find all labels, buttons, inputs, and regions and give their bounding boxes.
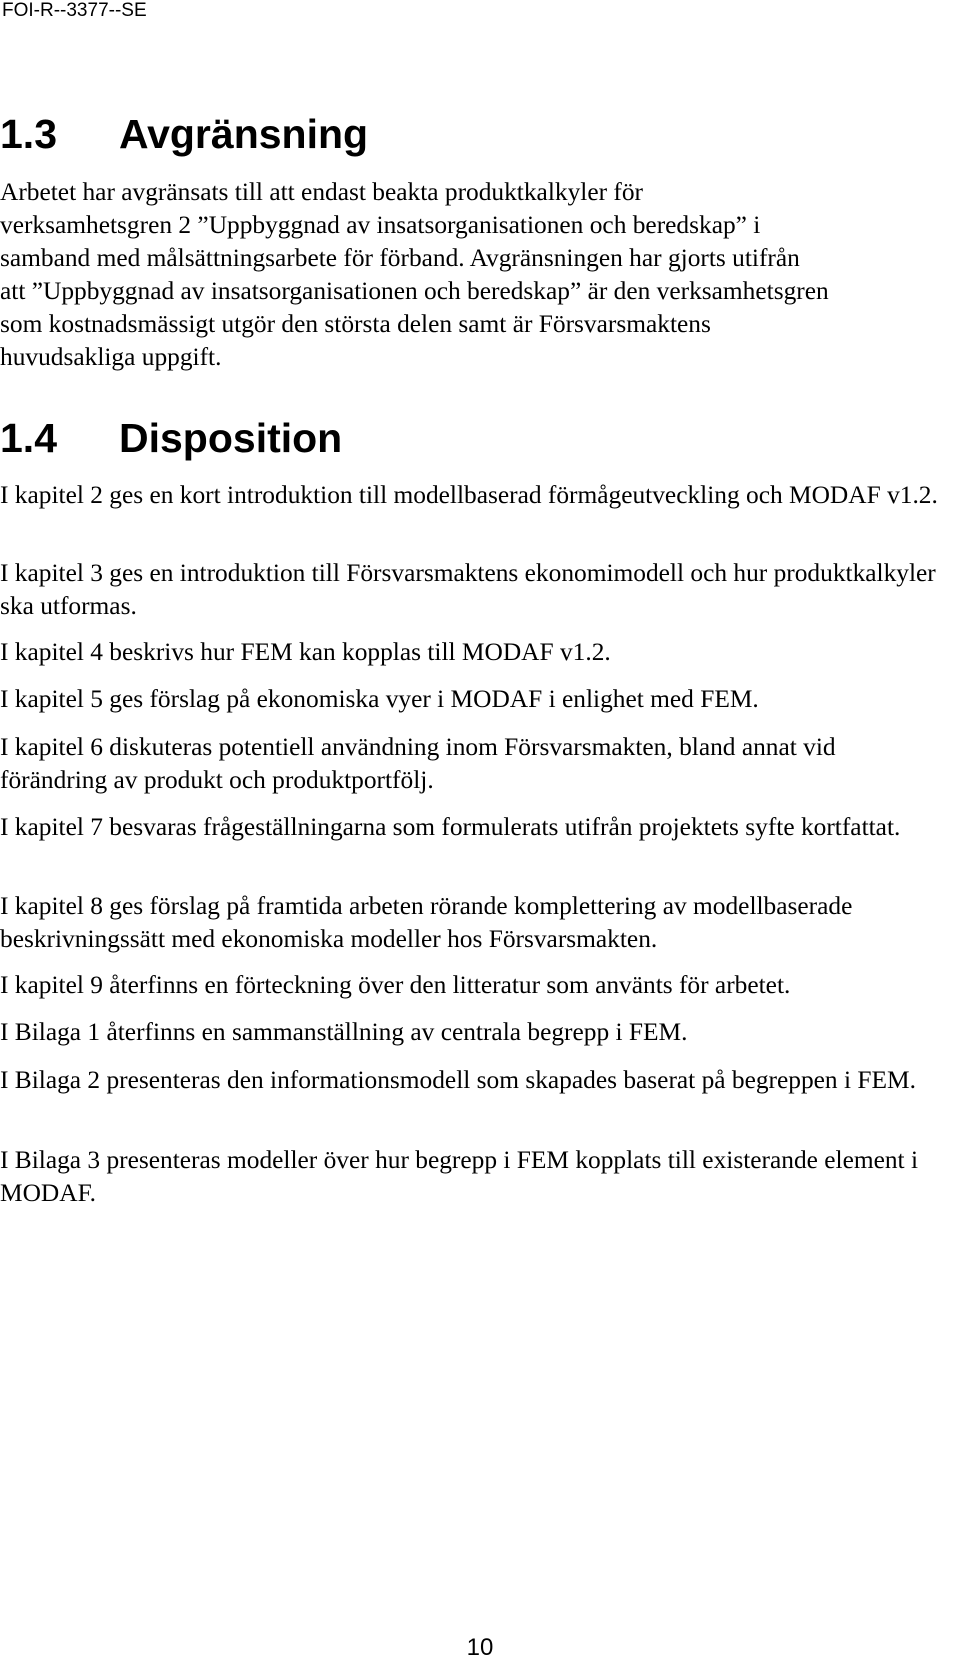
- section-number: 1.4: [0, 415, 57, 461]
- disposition-paragraph-chapter-8: I kapitel 8 ges förslag på framtida arbeten rörande komplettering av modellbaserade beskrivningssätt med ekonomiska modeller hos Försvarsmakten.: [0, 892, 853, 953]
- section-heading-avgransning: [0, 110, 368, 158]
- disposition-paragraph-chapter-3: I kapitel 3 ges en introduktion till Försvarsmaktens ekonomimodell och hur produktkalkyler ska utformas.: [0, 559, 936, 620]
- disposition-paragraph-appendix-1: I Bilaga 1 återfinns en sammanställning av centrala begrepp i FEM.: [0, 1018, 688, 1046]
- paragraph-line: verksamhetsgren 2 ”Uppbyggnad av insatsorganisationen och beredskap” i: [0, 211, 761, 239]
- disposition-paragraph-appendix-3: I Bilaga 3 presenteras modeller över hur begrepp i FEM kopplats till existerande element i MODAF.: [0, 1146, 919, 1207]
- disposition-paragraph-chapter-7: I kapitel 7 besvaras frågeställningarna som formulerats utifrån projektets syfte kortfattat.: [0, 813, 901, 841]
- paragraph-line: Arbetet har avgränsats till att endast beakta produktkalkyler för: [0, 178, 643, 206]
- paragraph-line: samband med målsättningsarbete för förband. Avgränsningen har gjorts utifrån: [0, 244, 800, 272]
- section-heading-disposition: [0, 414, 342, 462]
- section-number: 1.3: [0, 111, 57, 157]
- section-title: Avgränsning: [119, 111, 369, 157]
- disposition-paragraph-chapter-4: I kapitel 4 beskrivs hur FEM kan kopplas till MODAF v1.2.: [0, 638, 611, 666]
- paragraph-line: huvudsakliga uppgift.: [0, 343, 222, 371]
- paragraph-line: som kostnadsmässigt utgör den största delen samt är Försvarsmaktens: [0, 310, 711, 338]
- disposition-paragraph-chapter-9: I kapitel 9 återfinns en förteckning över den litteratur som använts för arbetet.: [0, 971, 791, 999]
- disposition-paragraph-appendix-2: I Bilaga 2 presenteras den informationsmodell som skapades baserat på begreppen i FEM.: [0, 1066, 916, 1094]
- disposition-paragraph-chapter-5: I kapitel 5 ges förslag på ekonomiska vyer i MODAF i enlighet med FEM.: [0, 685, 759, 713]
- paragraph-line: att ”Uppbyggnad av insatsorganisationen och beredskap” är den verksamhetsgren: [0, 277, 829, 305]
- page-number: 10: [466, 1634, 494, 1661]
- disposition-paragraph-chapter-2: I kapitel 2 ges en kort introduktion till modellbaserad förmågeutveckling och MODAF v1.2.: [0, 481, 938, 509]
- avgransning-paragraph: [0, 176, 945, 374]
- disposition-paragraph-chapter-6: I kapitel 6 diskuteras potentiell användning inom Försvarsmakten, bland annat vid förändring av produkt och produktportfölj.: [0, 733, 836, 794]
- report-id: FOI-R--3377--SE: [2, 0, 147, 21]
- section-title: Disposition: [119, 415, 343, 461]
